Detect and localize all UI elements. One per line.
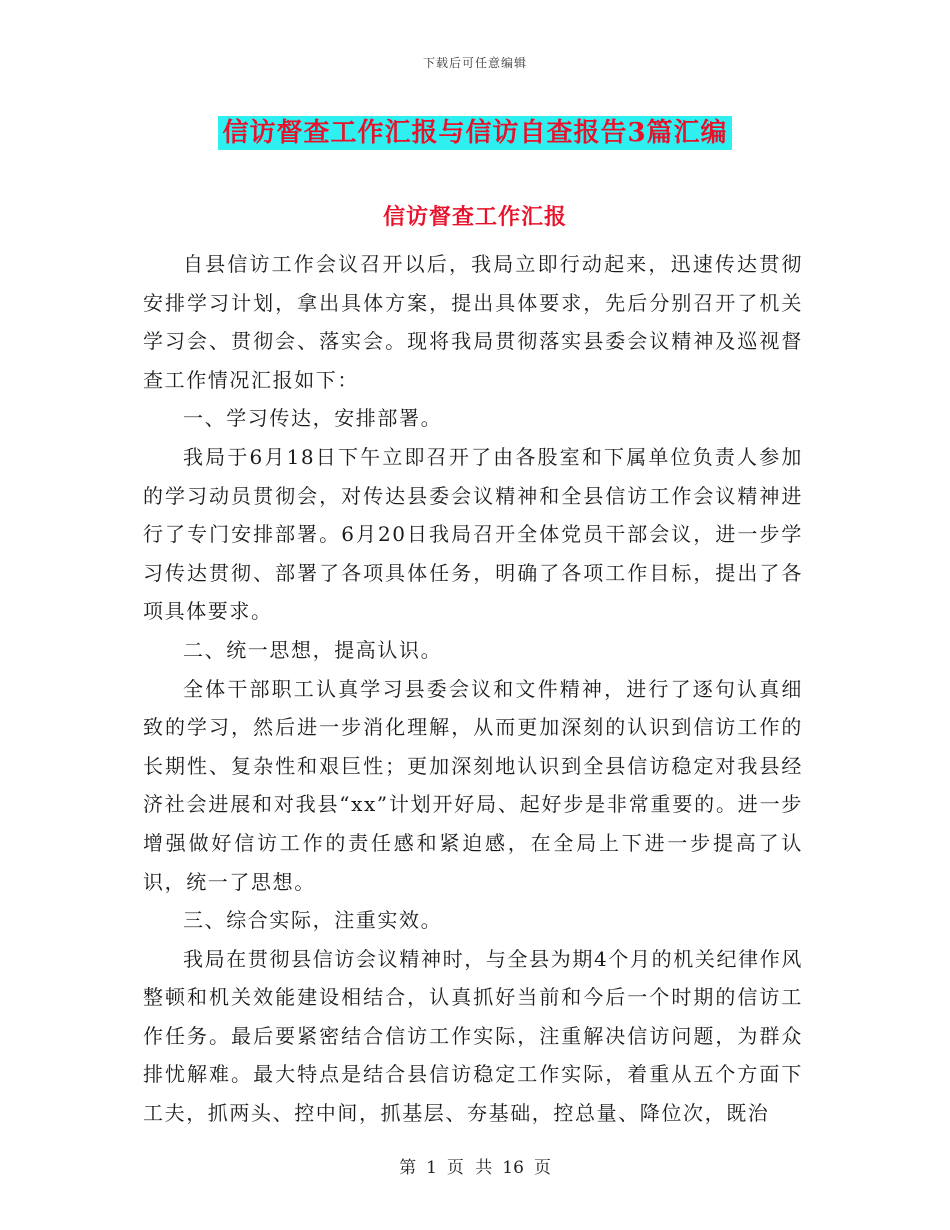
paragraph: 全体干部职工认真学习县委会议和文件精神，进行了逐句认真细致的学习，然后进一步消化理解，从而更加深刻的认识到信访工作的长期性、复杂性和艰巨性；更加深刻地认识到全县信访稳定对我县经济社会进展和对我县“xx”计划开好局、起好步是非常重要的。进一步增强做好信访工作的责任感和紧迫感，在全局上下进一步提高了认识，统一了思想。 (143, 676, 803, 894)
main-title (0, 112, 950, 149)
paragraph: 我局在贯彻县信访会议精神时，与全县为期4个月的机关纪律作风整顿和机关效能建设相结合，认真抓好当前和今后一个时期的信访工作任务。最后要紧密结合信访工作实际，注重解决信访问题，为群众排忧解难。最大特点是结合县信访稳定工作实际，着重从五个方面下工夫，抓两头、控中间，抓基层、夯基础，控总量、降位次，既治 (143, 946, 803, 1126)
header-note: 下载后可任意编辑 (422, 56, 527, 70)
main-title-text: 信访督查工作汇报与信访自查报告3篇汇编 (218, 116, 731, 150)
section-heading: 二、统一思想，提高认识。 (183, 637, 443, 662)
page-footer (0, 1153, 950, 1178)
total-pages: 16 (502, 1158, 524, 1178)
document-body (143, 245, 803, 1133)
footer-prefix: 第 (399, 1158, 417, 1178)
paragraph: 我局于6月18日下午立即召开了由各股室和下属单位负责人参加的学习动员贯彻会，对传达县委会议精神和全县信访工作会议精神进行了专门安排部署。6月20日我局召开全体党员干部会议，进一步学习传达贯彻、部署了各项具体任务，明确了各项工作目标，提出了各项具体要求。 (143, 444, 803, 624)
section-heading: 三、综合实际，注重实效。 (183, 908, 443, 933)
section-heading: 一、学习传达，安排部署。 (183, 406, 443, 431)
footer-suffix: 页 (533, 1158, 551, 1178)
page-number: 1 (426, 1158, 437, 1178)
paragraph: 自县信访工作会议召开以后，我局立即行动起来，迅速传达贯彻安排学习计划，拿出具体方案，提出具体要求，先后分别召开了机关学习会、贯彻会、落实会。现将我局贯彻落实县委会议精神及巡视督查工作情况汇报如下： (143, 252, 803, 392)
footer-mid: 页 共 (446, 1158, 493, 1178)
section-title: 信访督查工作汇报 (382, 204, 567, 230)
